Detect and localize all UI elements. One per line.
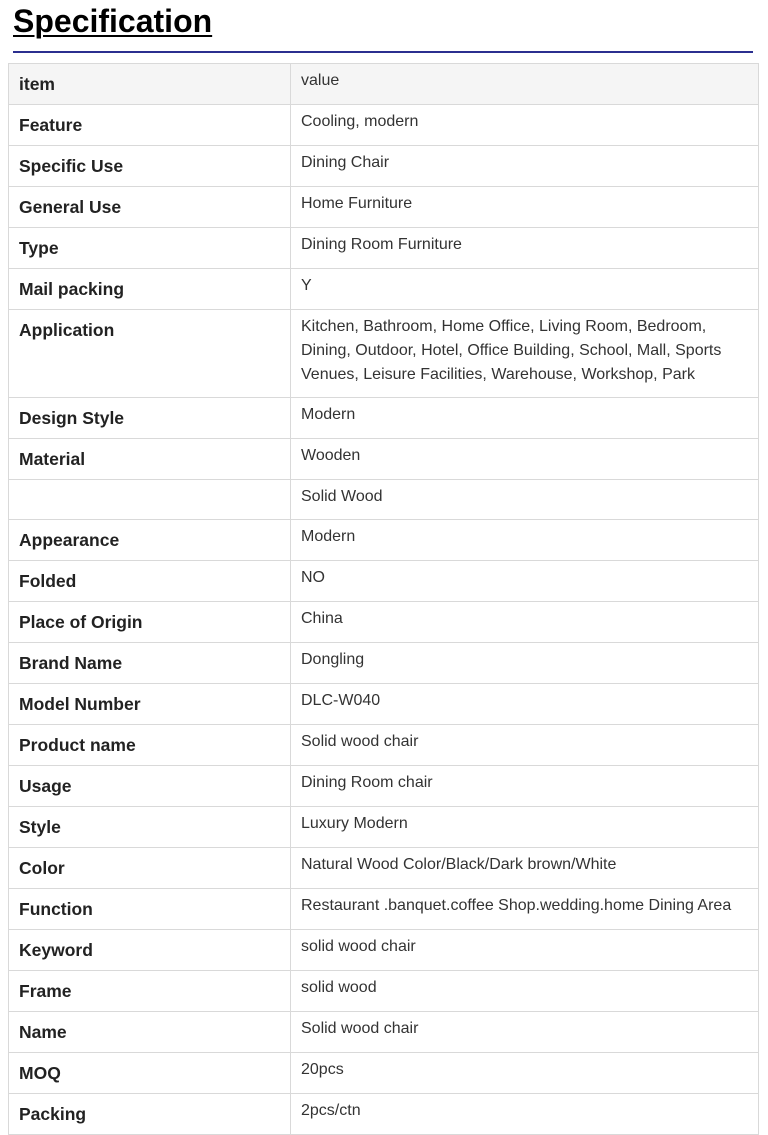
spec-item-value: NO [291, 561, 759, 602]
spec-item-value: solid wood [291, 971, 759, 1012]
spec-item-value: Kitchen, Bathroom, Home Office, Living Room, Bedroom, Dining, Outdoor, Hotel, Office Building, School, Mall, Sports Venues, Leisure Facilities, Warehouse, Workshop, Park [291, 310, 759, 398]
spec-item-label: Frame [9, 971, 291, 1012]
table-row [9, 684, 759, 725]
spec-item-label: Appearance [9, 520, 291, 561]
table-row [9, 269, 759, 310]
spec-item-value: 2pcs/ctn [291, 1094, 759, 1135]
spec-item-label: Place of Origin [9, 602, 291, 643]
spec-item-label: Name [9, 1012, 291, 1053]
table-row [9, 971, 759, 1012]
spec-item-value: Home Furniture [291, 187, 759, 228]
spec-table [8, 63, 759, 1135]
table-row [9, 398, 759, 439]
table-row [9, 439, 759, 480]
spec-item-label: Model Number [9, 684, 291, 725]
spec-item-value: China [291, 602, 759, 643]
table-row [9, 105, 759, 146]
spec-item-value: Modern [291, 520, 759, 561]
spec-item-value: Restaurant .banquet.coffee Shop.wedding.home Dining Area [291, 889, 759, 930]
spec-item-label: MOQ [9, 1053, 291, 1094]
page-title: Specification [13, 3, 213, 39]
spec-item-label: Brand Name [9, 643, 291, 684]
spec-item-value: Dining Chair [291, 146, 759, 187]
table-row [9, 1094, 759, 1135]
spec-item-value: Solid Wood [291, 480, 759, 520]
table-row [9, 766, 759, 807]
spec-item-value: Solid wood chair [291, 1012, 759, 1053]
spec-item-label: Packing [9, 1094, 291, 1135]
spec-item-value: 20pcs [291, 1053, 759, 1094]
table-row [9, 146, 759, 187]
spec-item-value: Modern [291, 398, 759, 439]
spec-item-label: Design Style [9, 398, 291, 439]
spec-item-label: Color [9, 848, 291, 889]
spec-item-value: DLC-W040 [291, 684, 759, 725]
spec-item-label: Feature [9, 105, 291, 146]
spec-item-value: Dining Room chair [291, 766, 759, 807]
spec-item-label: Mail packing [9, 269, 291, 310]
table-row [9, 1053, 759, 1094]
table-row [9, 807, 759, 848]
spec-item-label: Usage [9, 766, 291, 807]
spec-item-value: Dongling [291, 643, 759, 684]
spec-item-value: Solid wood chair [291, 725, 759, 766]
spec-item-label: Folded [9, 561, 291, 602]
header-value: value [291, 64, 759, 105]
header-item: item [9, 64, 291, 105]
table-row [9, 228, 759, 269]
spec-item-label: Material [9, 439, 291, 480]
spec-item-value: Cooling, modern [291, 105, 759, 146]
spec-item-value: Luxury Modern [291, 807, 759, 848]
spec-item-value: Natural Wood Color/Black/Dark brown/White [291, 848, 759, 889]
table-row [9, 725, 759, 766]
spec-item-value: Dining Room Furniture [291, 228, 759, 269]
spec-item-label: Specific Use [9, 146, 291, 187]
spec-item-label: Product name [9, 725, 291, 766]
table-row [9, 310, 759, 398]
spec-item-label: Style [9, 807, 291, 848]
table-header-row [9, 64, 759, 105]
table-row [9, 561, 759, 602]
table-row [9, 602, 759, 643]
spec-item-label [9, 480, 291, 520]
spec-item-value: Wooden [291, 439, 759, 480]
table-row [9, 930, 759, 971]
table-row [9, 848, 759, 889]
table-row [9, 187, 759, 228]
table-row [9, 889, 759, 930]
spec-item-label: Type [9, 228, 291, 269]
table-row [9, 520, 759, 561]
spec-item-label: Application [9, 310, 291, 398]
table-row [9, 480, 759, 520]
spec-item-value: solid wood chair [291, 930, 759, 971]
table-row [9, 643, 759, 684]
spec-item-label: General Use [9, 187, 291, 228]
spec-item-label: Function [9, 889, 291, 930]
title-divider [13, 51, 753, 53]
spec-item-label: Keyword [9, 930, 291, 971]
spec-table-body [9, 64, 759, 1135]
spec-item-value: Y [291, 269, 759, 310]
table-row [9, 1012, 759, 1053]
